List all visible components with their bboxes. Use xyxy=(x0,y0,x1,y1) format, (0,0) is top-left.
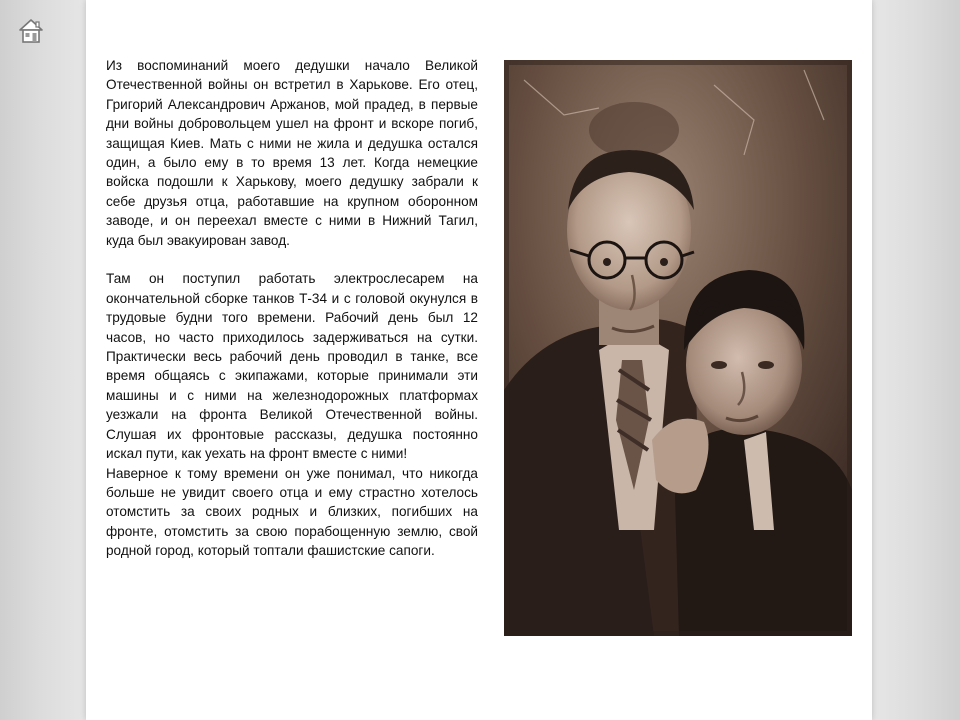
memoir-paragraph-3: Наверное к тому времени он уже понимал, что никогда больше не увидит своего отца и ему страстно хотелось отомстить за своих родных и близких, погибших на фронте, отомстить за свою порабощенную землю, свой родной город, который топтали фашистские сапоги. xyxy=(106,465,478,559)
memoir-paragraph-2: Там он поступил работать электрослесарем на окончательной сборке танков Т-34 и с головой окунулся в трудовые будни того времени. Рабочий день был 12 часов, но часто приходилось задерживаться на сутки. Практически весь рабочий день проводил в танке, все время общаясь с экипажами, которые принимали эти машины и с ними на железнодорожных платформах уезжали на фронта Великой Отечественной войны. Слушая их фронтовые рассказы, дедушка постоянно искал пути, как уехать на фронт вместе с ними! xyxy=(106,271,478,462)
memoir-text xyxy=(106,56,478,561)
family-photo xyxy=(504,60,852,636)
home-button[interactable] xyxy=(16,16,46,46)
home-icon xyxy=(16,16,46,46)
memoir-paragraph-1: Из воспоминаний моего дедушки начало Великой Отечественной войны он встретил в Харькове. Его отец, Григорий Александрович Аржанов, мой прадед, в первые дни войны добровольцем ушел на фронт и вскоре погиб, защищая Киев. Мать с ними не жила и дедушка остался один, а было ему в то время 13 лет. Когда немецкие войска подошли к Харькову, моего дедушку забрали к себе друзья отца, работавшие на крупном оборонном заводе, и он переехал вместе с ними в Нижний Тагил, куда был эвакуирован завод. xyxy=(106,58,478,248)
slide xyxy=(86,0,872,720)
